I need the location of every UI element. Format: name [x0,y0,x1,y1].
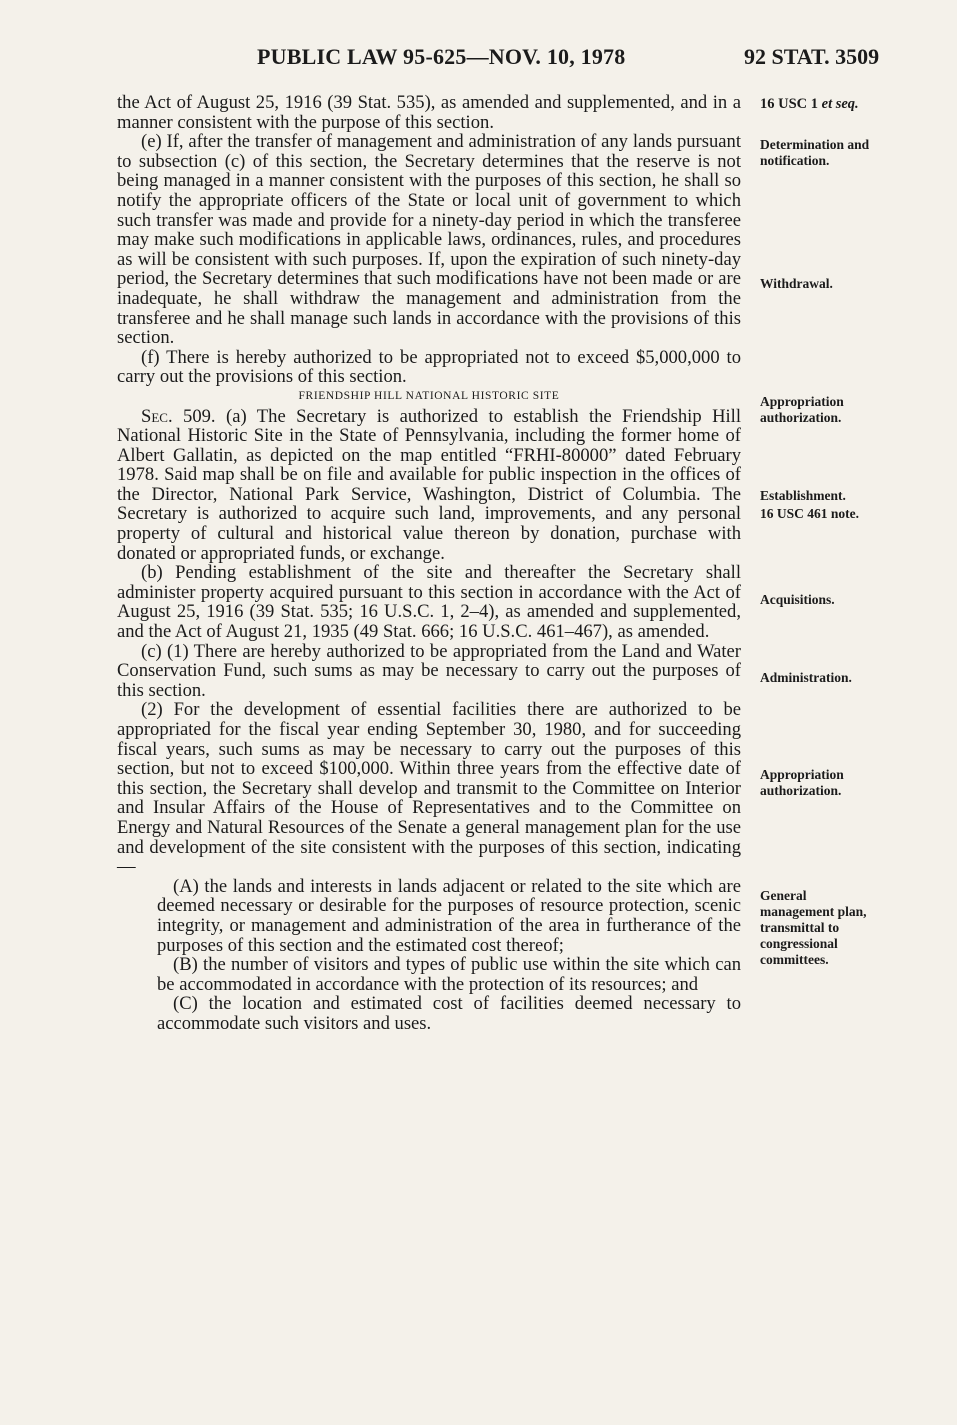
paragraph-a: (a) The Secretary is authorized to establish the Friendship Hill National Historic Site in the State of Pennsylvania, including the former home of Albert Gallatin, as depicted on the map entitled “FRHI-80000” dated February 1978. Said map shall be on file and available for public inspection in the offices of the Director, National Park Service, Washington, District of Columbia. The Secretary is authorized to acquire such land, improvements, and any personal property of cultural and historical value thereon by donation, purchase with donated or appropriated funds, or exchange. [117,405,742,564]
stat-page-number: 92 STAT. 3509 [744,44,880,69]
paragraph-f: (f) There is hereby authorized to be appropriated not to exceed $5,000,000 to carry out the provisions of this section. [117,346,741,388]
paragraph-e: (e) If, after the transfer of management and administration of any lands pursuant to subsection (c) of this section, the Secretary determines that the reserve is not being managed in a manner consistent with the purposes of this section, he shall so notify the appropriate officers of the State or local unit of government to which such transfer was made and provide for a ninety-day period in which the transferee may make such modifications in applicable laws, ordinances, rules, and procedures as will be consistent with such purposes. If, upon the expiration of such ninety-day period, the Secretary determines that such modifications have not been made or are inadequate, he shall withdraw the management and administration from the transferee and he shall manage such lands in accordance with the provisions of this section. [117,131,741,349]
margin-note-establishment: Establishment. [760,488,846,503]
paragraph-c2: (2) For the development of essential facilities there are authorized to be appropriated for the fiscal year ending September 30, 1980, and for succeeding fiscal years, such sums as may be necessary to carry out the purposes of this section, but not to exceed $100,000. Within three years from the effective date of this section, the Secretary shall develop and transmit to the Committee on Interior and Insular Affairs of the House of Representatives and to the Committee on Energy and Natural Resources of the Senate a general management plan for the use and development of the site consistent with the purposes of this section, indicating— [117,699,741,878]
margin-note-usc1: 16 USC 1 et seq. [760,96,859,112]
paragraph-c1: (c) (1) There are hereby authorized to be appropriated from the Land and Water Conservation Fund, such sums as may be necessary to carry out the purposes of this section. [117,640,741,701]
clause-C: (C) the location and estimated cost of facilities deemed necessary to accommodate such visitors and uses. [157,993,741,1034]
margin-note-appropriation-2: Appropriation authorization. [760,767,844,798]
margin-note-withdrawal: Withdrawal. [760,276,833,291]
margin-note-general-plan: General management plan, transmittal to congressional committees. [760,888,867,967]
section-label: Sec. 509. [141,405,216,427]
section-509-a [117,407,741,564]
statute-body [117,93,741,1034]
clause-B: (B) the number of visitors and types of public use within the site which can be accommodated in accordance with the protection of its resources; and [157,954,741,995]
page-header [0,44,957,74]
paragraph-continuation: the Act of August 25, 1916 (39 Stat. 535), as amended and supplemented, and in a manner consistent with the purpose of this section. [117,92,741,133]
margin-note-acquisitions: Acquisitions. [760,592,835,607]
paragraph-b: (b) Pending establishment of the site and thereafter the Secretary shall administer property acquired pursuant to this section in accordance with the Act of August 25, 1916 (39 Stat. 535; 16 U.S.C. 1, 2–4), as amended and supplemented, and the Act of August 21, 1935 (49 Stat. 666; 16 U.S.C. 461–467), as amended. [117,562,741,643]
margin-note-appropriation-1: Appropriation authorization. [760,394,844,425]
clause-A: (A) the lands and interests in lands adjacent or related to the site which are deemed necessary or desirable for the purposes of resource protection, scenic integrity, or management and administration of the area in furtherance of the purposes of this section and the estimated cost thereof; [157,875,741,956]
section-heading: FRIENDSHIP HILL NATIONAL HISTORIC SITE [298,389,560,402]
margin-note-administration: Administration. [760,670,852,685]
margin-note-determination: Determination and notification. [760,137,870,168]
margin-note-usc461: 16 USC 461 note. [760,506,860,521]
running-title: PUBLIC LAW 95-625—NOV. 10, 1978 [257,44,626,69]
